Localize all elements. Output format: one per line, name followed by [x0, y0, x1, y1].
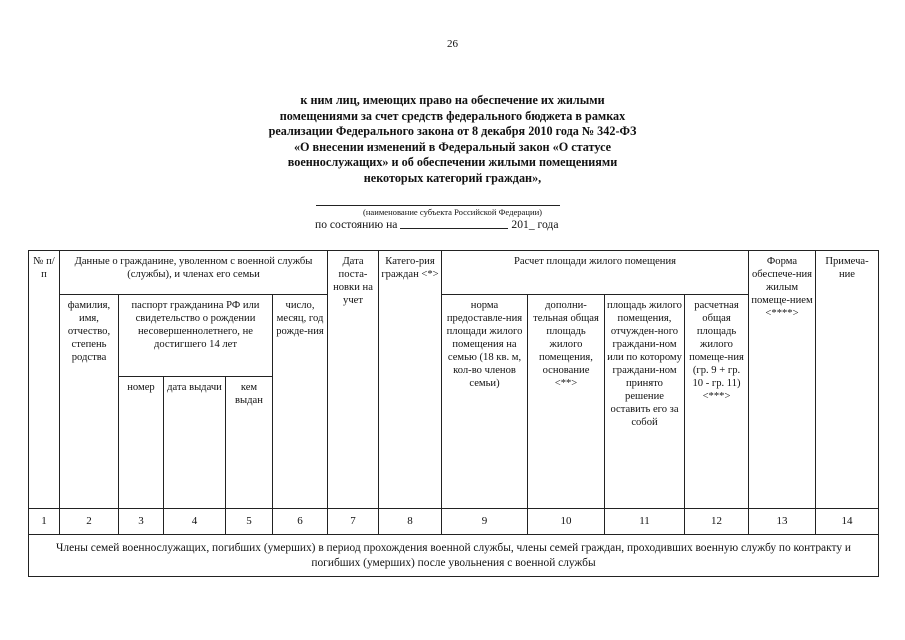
register-table	[28, 250, 879, 577]
header-norm-area: норма предоставле-ния площади жилого помещения на семью (18 кв. м, кол-во членов семьи)	[442, 295, 528, 509]
date-prefix: по состоянию на	[315, 218, 398, 231]
header-area-calculation: Расчет площади жилого помещения	[442, 251, 749, 295]
header-provision-form: Форма обеспече-ния жилым помеще-нием <****>	[749, 251, 816, 509]
column-number: 8	[379, 509, 442, 535]
subject-caption: (наименование субъекта Российской Федерации)	[362, 207, 543, 217]
date-year: 201_ года	[511, 218, 559, 231]
column-number: 3	[119, 509, 164, 535]
column-number: 9	[442, 509, 528, 535]
header-alienated-area: площадь жилого помещения, отчужден-ного граждани-ном или по которому граждани-ном принято решение оставить его за собой	[605, 295, 685, 509]
subject-fill-line	[316, 205, 560, 206]
header-issue-date: дата выдачи	[164, 377, 226, 509]
column-number: 10	[528, 509, 605, 535]
title-line: к ним лиц, имеющих право на обеспечение их жилыми	[300, 93, 605, 107]
header-issued-by: кем выдан	[226, 377, 273, 509]
title-line: «О внесении изменений в Федеральный закон «О статусе	[293, 139, 612, 154]
column-number: 6	[273, 509, 328, 535]
header-extra-area: дополни-тельная общая площадь жилого помещения, основание <**>	[528, 295, 605, 509]
header-birth-date: число, месяц, год рожде-ния	[273, 295, 328, 509]
header-calculated-area: расчетная общая площадь жилого помеще-ния (гр. 9 + гр. 10 - гр. 11) <***>	[685, 295, 749, 509]
title-line: некоторых категорий граждан»,	[363, 170, 542, 185]
column-number: 1	[29, 509, 60, 535]
header-note: Примеча-ние	[816, 251, 879, 509]
header-category: Катего-рия граждан <*>	[379, 251, 442, 509]
family-members-section-row: Члены семей военнослужащих, погибших (умерших) в период прохождения военной службы, члены семей граждан, проходивших военную службу по контракту и погибших (умерших) после увольнения с военной службы	[29, 535, 879, 577]
header-full-name: фамилия, имя, отчество, степень родства	[60, 295, 119, 509]
column-number: 7	[328, 509, 379, 535]
column-number: 12	[685, 509, 749, 535]
header-passport-number: номер	[119, 377, 164, 509]
column-number-row	[29, 509, 879, 535]
column-number: 11	[605, 509, 685, 535]
date-line	[315, 218, 558, 231]
title-line: помещениями за счет средств федерального бюджета в рамках	[279, 108, 626, 123]
header-citizen-data: Данные о гражданине, уволенном с военной службы (службы), и членах его семьи	[60, 251, 328, 295]
column-number: 4	[164, 509, 226, 535]
header-registration-date: Дата поста-новки на учет	[328, 251, 379, 509]
header-no: № п/п	[29, 251, 60, 509]
title-line: военнослужащих» и об обеспечении жилыми помещениями	[287, 155, 618, 170]
document-title	[0, 93, 905, 187]
column-number: 13	[749, 509, 816, 535]
column-number: 5	[226, 509, 273, 535]
column-number: 14	[816, 509, 879, 535]
title-line: реализации Федерального закона от 8 декабря 2010 года № 342-ФЗ	[268, 124, 637, 139]
date-blank	[400, 218, 508, 229]
page-number: 26	[447, 38, 458, 50]
column-number: 2	[60, 509, 119, 535]
header-passport: паспорт гражданина РФ или свидетельство о рождении несовершеннолетнего, не достигшего 14 лет	[119, 295, 273, 377]
